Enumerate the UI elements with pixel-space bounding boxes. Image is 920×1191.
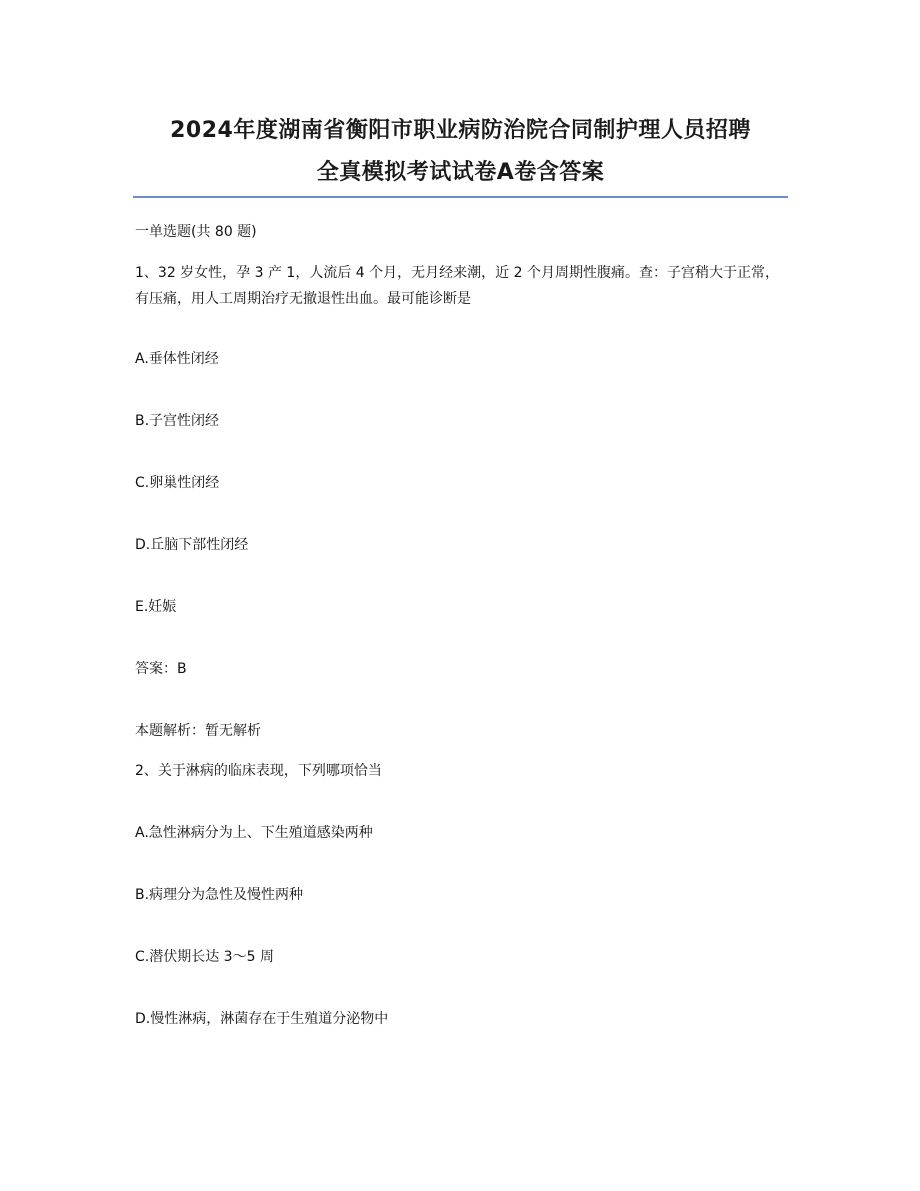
question-1-option-a: A.垂体性闭经 [135, 351, 219, 367]
question-1-analysis: 本题解析：暂无解析 [135, 723, 261, 739]
document-title-line-1: 2024年度湖南省衡阳市职业病防治院合同制护理人员招聘 [170, 118, 751, 143]
question-2-option-c: C.潜伏期长达 3～5 周 [135, 949, 274, 965]
question-1-option-e: E.妊娠 [135, 599, 177, 615]
question-2-option-d: D.慢性淋病，淋菌存在于生殖道分泌物中 [135, 1011, 389, 1027]
title-divider [133, 196, 788, 198]
document-title-line-2: 全真模拟考试试卷A卷含答案 [316, 160, 605, 185]
question-2-option-a: A.急性淋病分为上、下生殖道感染两种 [135, 825, 373, 841]
question-1-option-c: C.卵巢性闭经 [135, 475, 220, 491]
question-2-stem: 2、关于淋病的临床表现，下列哪项恰当 [135, 763, 382, 779]
question-1-stem: 1、32 岁女性，孕 3 产 1，人流后 4 个月，无月经来潮，近 2 个月周期性腹痛。查：子宫稍大于正常，有压痛，用人工周期治疗无撤退性出血。最可能诊断是 [135, 265, 779, 307]
question-1-option-b: B.子宫性闭经 [135, 413, 220, 429]
question-1-answer: 答案：B [135, 661, 187, 677]
question-2-option-b: B.病理分为急性及慢性两种 [135, 887, 304, 903]
section-heading: 一单选题(共 80 题) [135, 224, 257, 240]
question-1-option-d: D.丘脑下部性闭经 [135, 537, 249, 553]
